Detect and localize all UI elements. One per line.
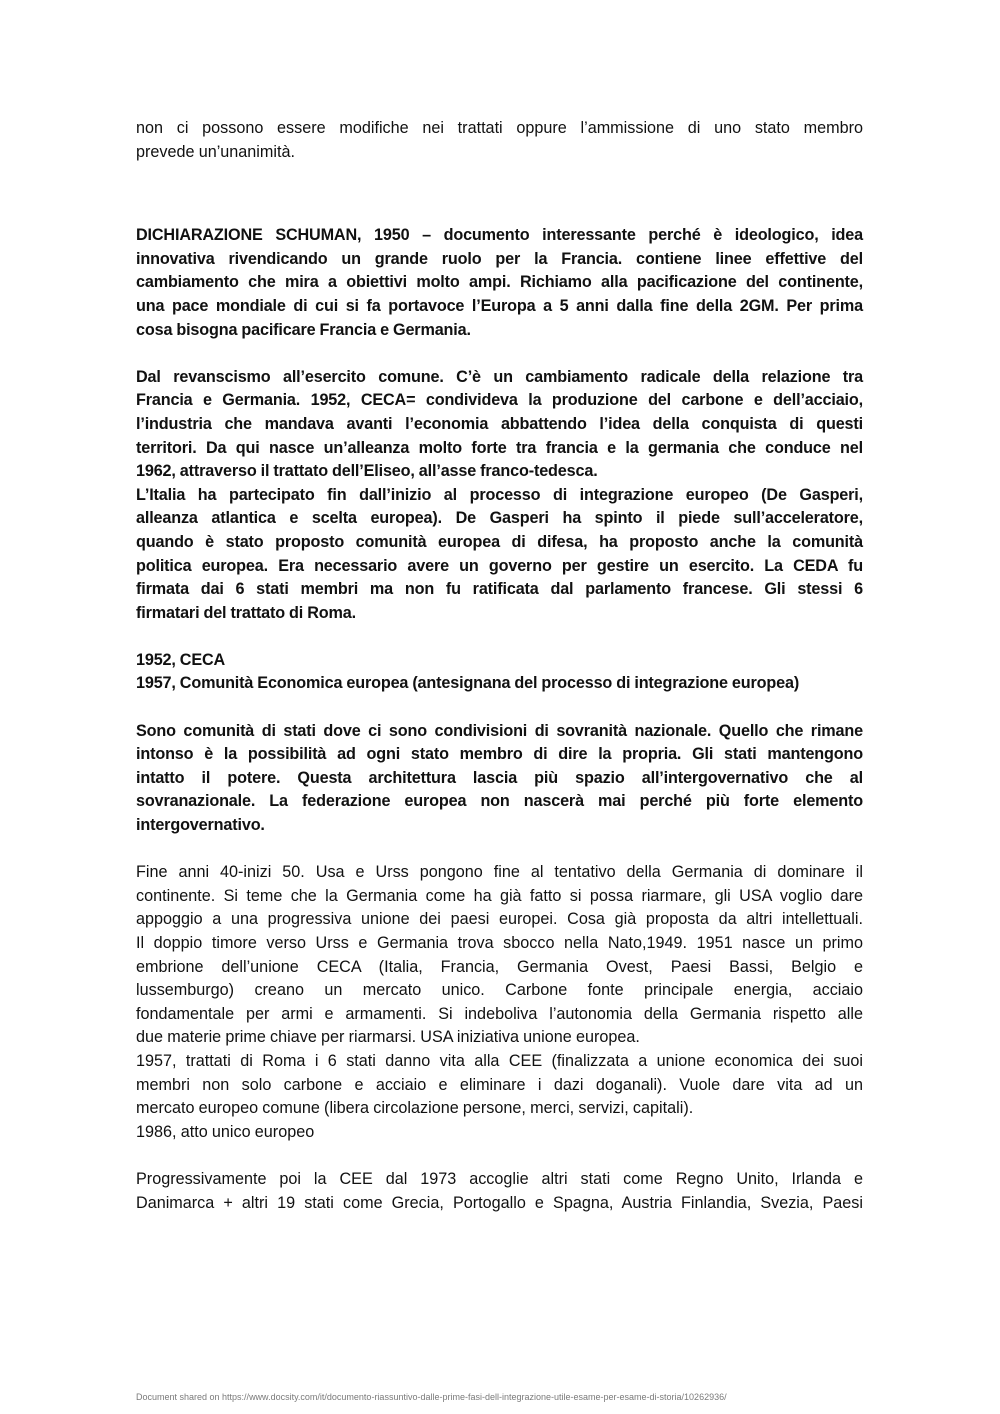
text-line: Progressivamente poi la CEE dal 1973 accoglie altri stati come Regno Unito, Irlanda e bbox=[136, 1169, 863, 1188]
text-line: appoggio a una progressiva unione dei paesi europei. Cosa già proposta da altri intellettuali. bbox=[136, 910, 863, 929]
footer-source-note: Document shared on https://www.docsity.com/it/documento-riassuntivo-dalle-prime-fasi-dell-integrazione-utile-esame-per-esame-di-storia/10262936/ bbox=[136, 1392, 727, 1402]
paragraph-progressivamente bbox=[136, 1168, 863, 1215]
text-line: firmatari del trattato di Roma. bbox=[136, 603, 356, 622]
text-line: Fine anni 40-inizi 50. Usa e Urss pongono fine al tentativo della Germania di dominare il bbox=[136, 863, 863, 882]
text-line: cambiamento che mira a obiettivi molto ampi. Richiamo alla pacificazione del continente, bbox=[136, 273, 863, 292]
paragraph-schuman-declaration bbox=[136, 224, 863, 342]
paragraph-dates bbox=[136, 649, 863, 696]
text-line: L’Italia ha partecipato fin dall’inizio al processo di integrazione europeo (De Gasperi, bbox=[136, 485, 863, 504]
text-line: l’industria che mandava avanti l’economia abbattendo l’idea della conquista di questi bbox=[136, 414, 863, 433]
text-line: prevede un’unanimità. bbox=[136, 142, 295, 161]
text-line: 1957, trattati di Roma i 6 stati danno vita alla CEE (finalizzata a unione economica dei suoi bbox=[136, 1051, 863, 1070]
paragraph-trattati-roma bbox=[136, 1050, 863, 1144]
text-line: Francia e Germania. 1952, CECA= condivideva la produzione del carbone e dell’acciaio, bbox=[136, 391, 863, 410]
text-line: Sono comunità di stati dove ci sono condivisioni di sovranità nazionale. Quello che rimane bbox=[136, 721, 863, 740]
text-line: intatto il potere. Questa architettura lascia più spazio all’intergovernativo che al bbox=[136, 768, 863, 787]
text-line: 1957, Comunità Economica europea (antesignana del processo di integrazione europea) bbox=[136, 674, 800, 693]
text-line: firmata dai 6 stati membri ma non fu ratificata dal parlamento francese. Gli stessi 6 bbox=[136, 580, 863, 599]
text-line: DICHIARAZIONE SCHUMAN, 1950 – documento interessante perché è ideologico, idea bbox=[136, 226, 863, 245]
text-line: Danimarca + altri 19 stati come Grecia, Portogallo e Spagna, Austria Finlandia, Svezia, Paesi bbox=[136, 1193, 863, 1212]
text-line: Il doppio timore verso Urss e Germania trova sbocco nella Nato,1949. 1951 nasce un primo bbox=[136, 934, 863, 952]
text-line: una pace mondiale di cui si fa portavoce l’Europa a 5 anni dalla fine della 2GM. Per prima bbox=[136, 296, 863, 315]
text-line: mercato europeo comune (libera circolazione persone, merci, servizi, capitali). bbox=[136, 1099, 694, 1118]
text-line: membri non solo carbone e acciaio e eliminare i dazi doganali). Vuole dare vita ad un bbox=[136, 1075, 863, 1094]
text-line: cosa bisogna pacificare Francia e Germania. bbox=[136, 320, 471, 339]
paragraph-unanimity bbox=[136, 117, 863, 164]
text-line: continente. Si teme che la Germania come ha già fatto si possa riarmare, gli USA voglio dare bbox=[136, 886, 863, 905]
text-line: fondamentale per armi e armamenti. Si indeboliva l’autonomia della Germania rispetto alle bbox=[136, 1004, 863, 1023]
text-line: intonso è la possibilità ad ogni stato membro di dire la propria. Gli stati mantengono bbox=[136, 745, 863, 764]
text-line: 1952, CECA bbox=[136, 650, 226, 669]
paragraph-comunita-stati bbox=[136, 720, 863, 838]
text-line: non ci possono essere modifiche nei trattati oppure l’ammissione di uno stato membro bbox=[136, 119, 863, 137]
text-line: due materie prime chiave per riarmarsi. USA iniziativa unione europea. bbox=[136, 1028, 640, 1047]
paragraph-fine-anni-40 bbox=[136, 861, 863, 1050]
text-line: quando è stato proposto comunità europea di difesa, ha proposto anche la comunità bbox=[136, 532, 863, 551]
text-line: lussemburgo) creano un mercato unico. Carbone fonte principale energia, acciaio bbox=[136, 981, 863, 1000]
text-line: 1962, attraverso il trattato dell’Eliseo, all’asse franco-tedesca. bbox=[136, 462, 598, 481]
paragraph-italia bbox=[136, 484, 863, 626]
document-page bbox=[136, 117, 863, 1215]
text-line: territori. Da qui nasce un’alleanza molto forte tra francia e la germania che conduce nel bbox=[136, 438, 863, 457]
text-line: embrione dell’unione CECA (Italia, Francia, Germania Ovest, Paesi Bassi, Belgio e bbox=[136, 957, 863, 976]
text-line: intergovernativo. bbox=[136, 816, 265, 835]
text-line: innovativa rivendicando un grande ruolo per la Francia. contiene linee effettive del bbox=[136, 249, 863, 268]
text-line: sovranazionale. La federazione europea non nascerà mai perché più forte elemento bbox=[136, 792, 863, 811]
text-line: 1986, atto unico europeo bbox=[136, 1122, 315, 1141]
text-line: Dal revanscismo all’esercito comune. C’è un cambiamento radicale della relazione tra bbox=[136, 367, 863, 386]
text-line: politica europea. Era necessario avere un governo per gestire un esercito. La CEDA fu bbox=[136, 556, 863, 575]
text-line: alleanza atlantica e scelta europea). De Gasperi ha spinto il piede sull’acceleratore, bbox=[136, 509, 863, 528]
paragraph-revanscismo bbox=[136, 366, 863, 484]
